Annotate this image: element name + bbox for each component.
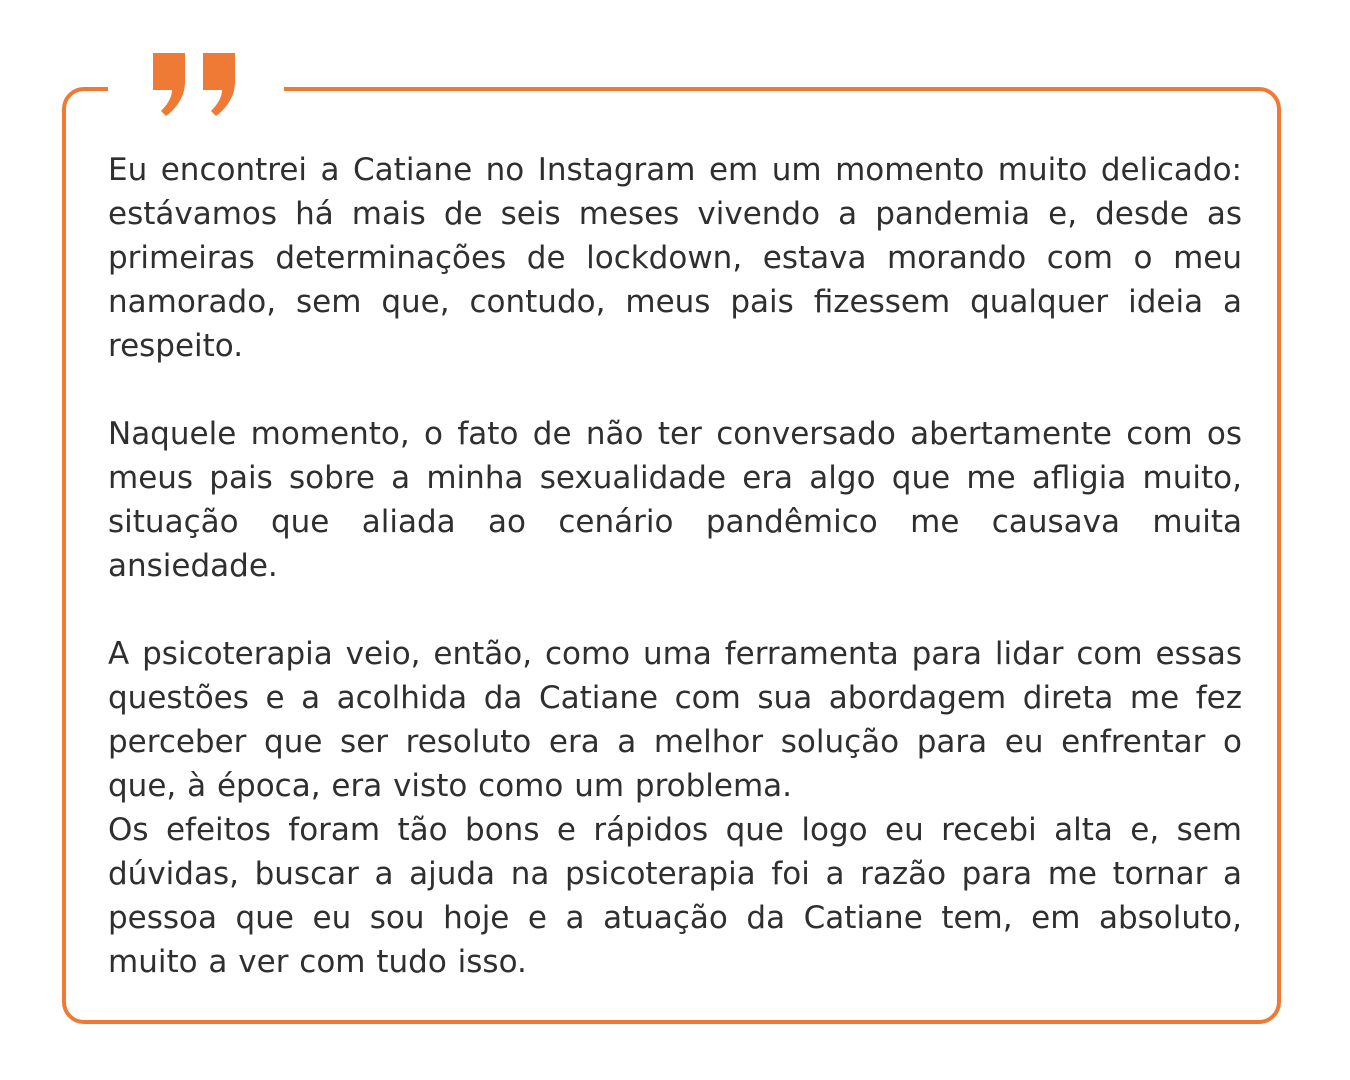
testimonial-paragraph-3: A psicoterapia veio, então, como uma ferramenta para lidar com essas questões e a acolhida da Catiane com sua abordagem direta me fez perceber que ser resoluto era a melhor solução para eu enfrentar o que, à época, era visto como um problema. <box>108 636 1242 804</box>
testimonial-paragraph-1: Eu encontrei a Catiane no Instagram em um momento muito delicado: estávamos há mais de seis meses vivendo a pandemia e, desde as primeiras determinações de lockdown, estava morando com o meu namorado, sem que, contudo, meus pais fizessem qualquer ideia a respeito. <box>108 152 1242 364</box>
testimonial-paragraph-2: Naquele momento, o fato de não ter conversado abertamente com os meus pais sobre a minha sexualidade era algo que me afligia muito, situação que aliada ao cenário pandêmico me causava muita ansiedade. <box>108 416 1242 584</box>
testimonial-paragraph-4: Os efeitos foram tão bons e rápidos que logo eu recebi alta e, sem dúvidas, buscar a ajuda na psicoterapia foi a razão para me tornar a pessoa que eu sou hoje e a atuação da Catiane tem, em absoluto, muito a ver com tudo isso. <box>108 812 1242 980</box>
testimonial-text <box>108 148 1242 984</box>
opening-quote-icon <box>150 52 240 122</box>
